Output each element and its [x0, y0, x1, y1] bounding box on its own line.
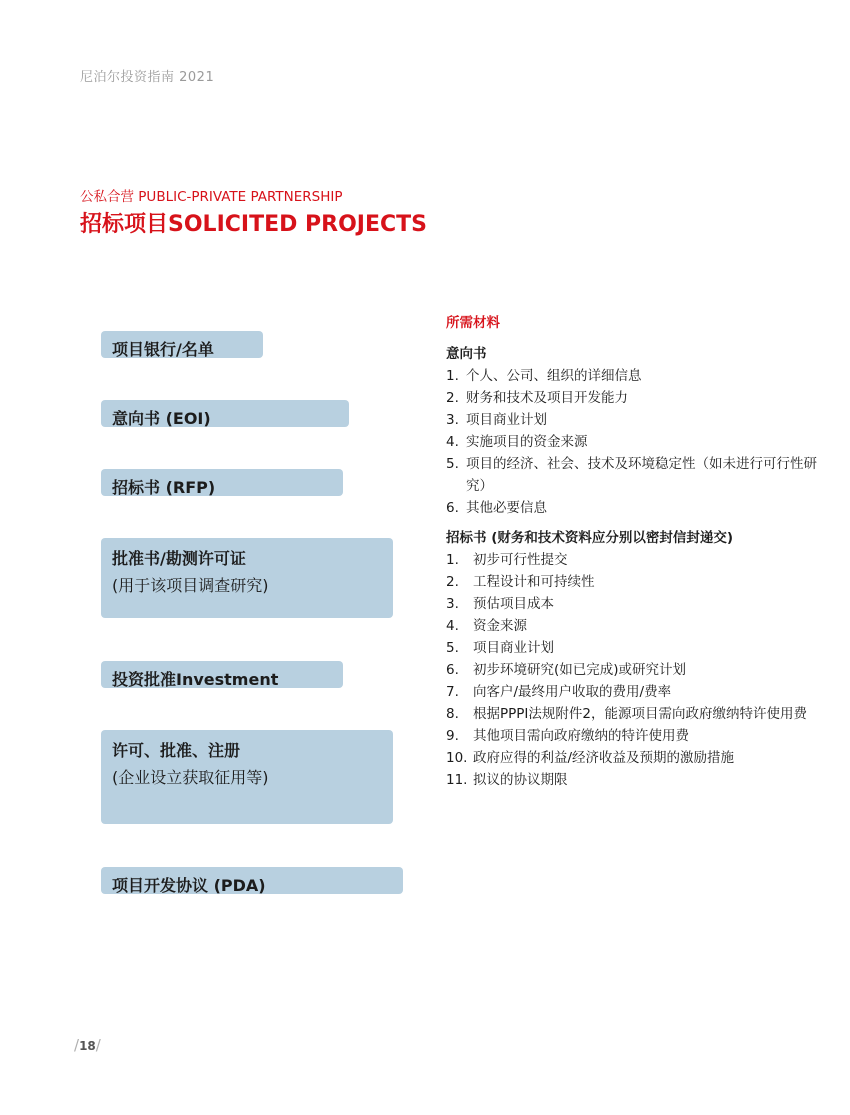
list-item: 4. 资金来源: [446, 618, 527, 634]
step-eoi: [101, 400, 349, 427]
step-title: 许可、批准、注册: [112, 741, 241, 760]
list-item: 5. 项目的经济、社会、技术及环境稳定性（如未进行可行性研究）: [446, 456, 817, 494]
page-number-value: 18: [79, 1039, 96, 1053]
list-item: 6. 其他必要信息: [446, 500, 547, 516]
rfp-list: [446, 549, 826, 791]
required-materials: [446, 312, 826, 799]
list-item: 9. 其他项目需向政府缴纳的特许使用费: [446, 728, 689, 744]
step-permits-registration: [101, 730, 393, 824]
list-item: 1. 个人、公司、组织的详细信息: [446, 368, 642, 384]
step-pda: [101, 867, 403, 894]
step-title: 项目开发协议 (PDA): [112, 876, 266, 895]
step-rfp: [101, 469, 343, 496]
list-item: 11. 拟议的协议期限: [446, 772, 568, 788]
list-item: 6. 初步环境研究(如已完成)或研究计划: [446, 662, 687, 678]
step-note: (用于该项目调查研究): [112, 576, 269, 595]
rfp-heading: 招标书 (财务和技术资料应分别以密封信封递交): [446, 530, 734, 546]
page-number: [74, 1036, 101, 1054]
list-item: 2. 工程设计和可持续性: [446, 574, 595, 590]
step-title: 意向书 (EOI): [112, 409, 211, 428]
materials-heading: 所需材料: [446, 315, 500, 331]
list-item: 10. 政府应得的利益/经济收益及预期的激励措施: [446, 750, 735, 766]
step-title: 批准书/勘测许可证: [112, 549, 246, 568]
list-item: 5. 项目商业计划: [446, 640, 554, 656]
list-item: 1. 初步可行性提交: [446, 552, 568, 568]
step-project-bank: [101, 331, 263, 358]
step-title: 招标书 (RFP): [112, 478, 216, 497]
step-title: 项目银行/名单: [112, 340, 214, 359]
eoi-heading: 意向书: [446, 346, 487, 362]
list-item: 2. 财务和技术及项目开发能力: [446, 390, 628, 406]
section-subtitle: 公私合营 PUBLIC-PRIVATE PARTNERSHIP: [80, 189, 343, 205]
page-number-slash: /: [95, 1036, 101, 1054]
page-number-slash: /: [74, 1036, 80, 1054]
step-approval-survey-license: [101, 538, 393, 618]
section-title: 招标项目SOLICITED PROJECTS: [80, 212, 428, 237]
step-investment-approval: [101, 661, 343, 688]
list-item: 7. 向客户/最终用户收取的费用/费率: [446, 684, 672, 700]
step-note: (企业设立获取征用等): [112, 768, 269, 787]
list-item: 8. 根据PPPI法规附件2，能源项目需向政府缴纳特许使用费: [446, 706, 807, 722]
list-item: 3. 预估项目成本: [446, 596, 554, 612]
running-header: 尼泊尔投资指南 2021: [80, 70, 215, 85]
step-title: 投资批准Investment: [112, 670, 279, 689]
list-item: 4. 实施项目的资金来源: [446, 434, 588, 450]
eoi-list: [446, 365, 826, 519]
list-item: 3. 项目商业计划: [446, 412, 547, 428]
